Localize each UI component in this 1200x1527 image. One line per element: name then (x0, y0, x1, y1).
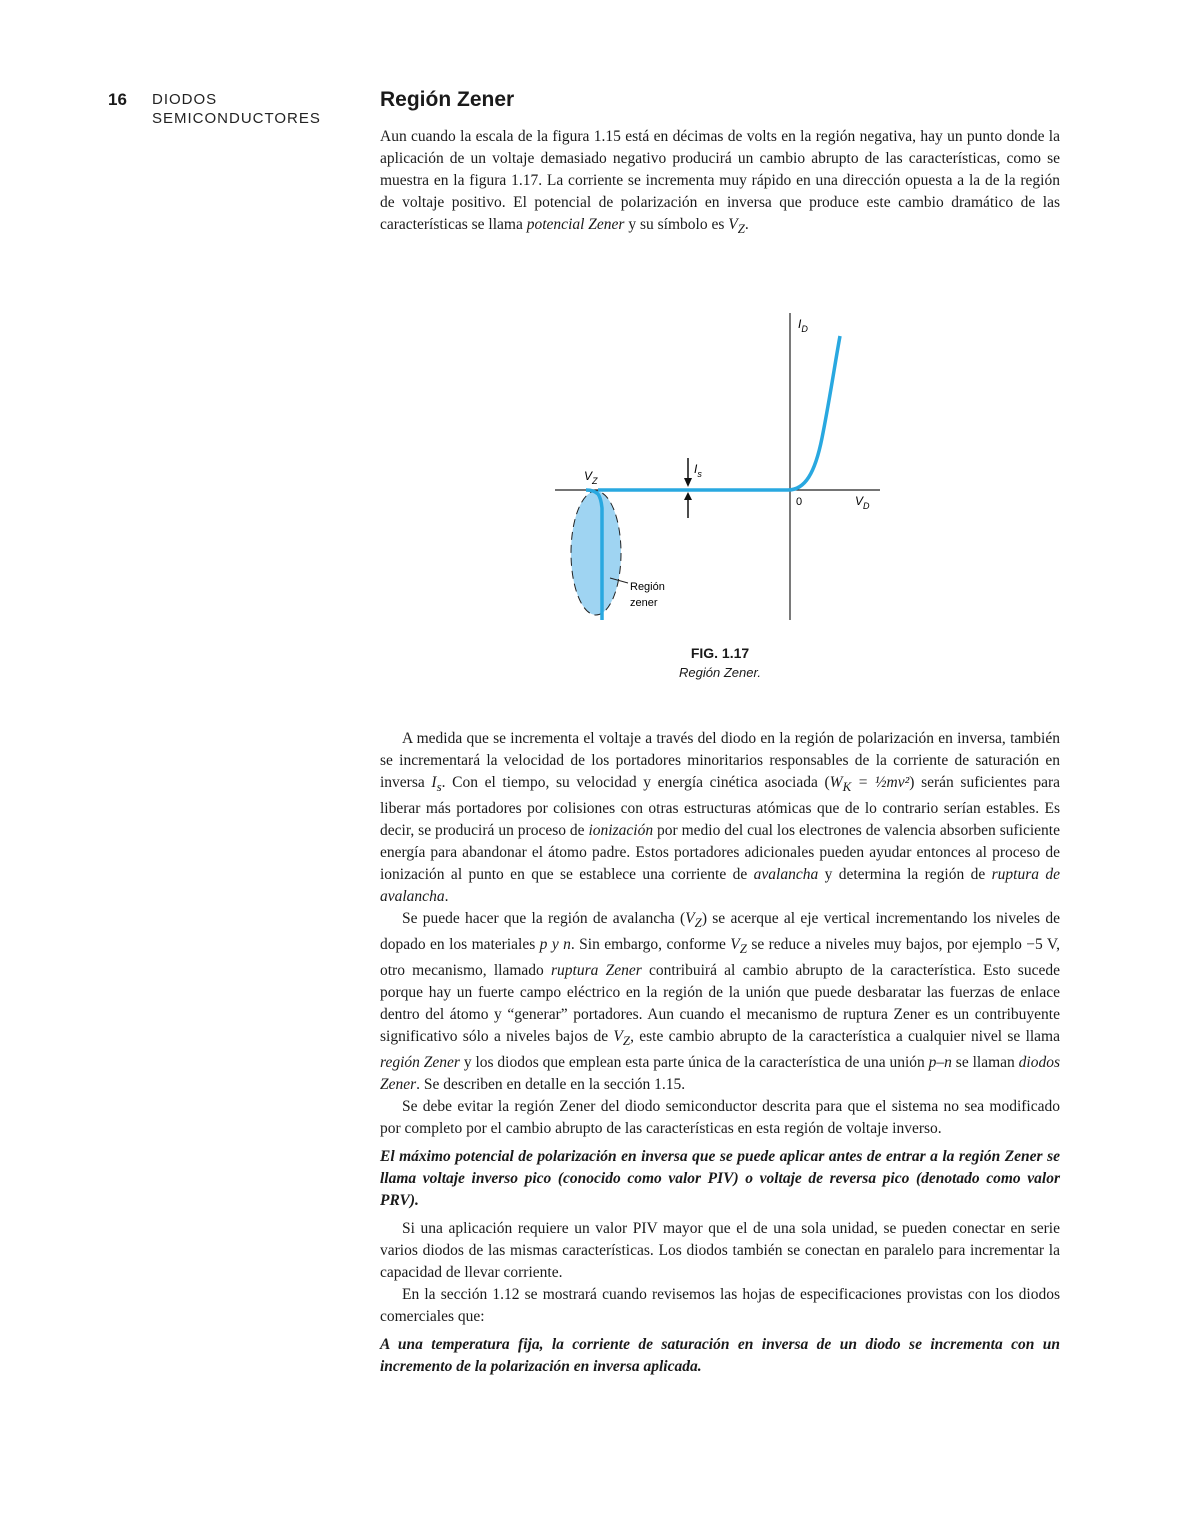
region-label-line2: zener (630, 597, 658, 609)
running-head (152, 90, 321, 128)
running-head-line2: SEMICONDUCTORES (152, 110, 321, 127)
section-title: Región Zener (380, 88, 515, 111)
symbol-vz: $V_Z$ (728, 216, 745, 237)
intro-text-3: . (744, 216, 749, 233)
intro-text-1: Aun cuando la escala de la figura 1.15 está en décimas de volts en la región negativa, hay un punto donde la aplicación de un voltaje demasiado negativo producirá un cambio abrupto de las características, como se muestra en la figura 1.17. La corriente se incrementa muy rápido en una dirección opuesta a la de la región de voltaje positivo. El potencial de polarización en inversa que produce este cambio dramático de las características se llama (380, 128, 1060, 233)
running-head-line1: DIODOS (152, 91, 218, 108)
figure-caption (560, 645, 880, 680)
paragraph-5: Si una aplicación requiere un valor PIV mayor que el de una sola unidad, se pueden conectar en serie varios diodos de las mismas características. Los diodos también se conectan en paralelo para incrementar la capacidad de llevar corriente. (380, 1220, 1060, 1282)
paragraph-4: Se debe evitar la región Zener del diodo semiconductor descrita para que el sistema no sea modificado por completo por el cambio abrupto de las características en esta región de voltaje inverso. (380, 1098, 1060, 1138)
figure-number: FIG. 1.17 (690, 645, 750, 661)
term-potencial-zener: potencial Zener (526, 216, 625, 233)
intro-paragraph (380, 126, 1060, 240)
paragraph-3: Se puede hacer que la región de avalancha $(V_Z)$ se acerque al eje vertical incrementando los niveles de dopado en los materiales p y n. Sin embargo, conforme $V_Z$ se reduce a niveles muy bajos, por ejemplo −5 V, otro mecanismo, llamado ruptura Zener contribuirá al cambio abrupto de la característica. Esto sucede porque hay un fuerte campo eléctrico en la región de la unión que puede desbaratar las fuerzas de enlace dentro del átomo y “generar” portadores. Aun cuando el mecanismo de ruptura Zener es un contribuyente significativo sólo a niveles bajos de $V_Z$, este cambio abrupto de la característica a cualquier nivel se llama región Zener y los diodos que emplean esta parte única de la característica de una unión p–n se llaman diodos Zener. Se describen en detalle en la sección 1.15. (380, 910, 1060, 1094)
zener-region-ellipse (571, 491, 621, 615)
label-vz: $V_Z$ (584, 469, 598, 486)
label-vd: $V_D$ (855, 494, 870, 511)
label-is: $I_s$ (694, 462, 702, 479)
characteristic-curve (598, 336, 840, 490)
emphasis-saturation: A una temperatura fija, la corriente de saturación en inversa de un diodo se incrementa con un incremento de la polarización en inversa aplicada. (380, 1336, 1060, 1376)
label-id: $I_D$ (798, 317, 808, 334)
is-arrow-bottom-head (684, 492, 692, 500)
is-arrow-top-head (684, 478, 692, 487)
intro-text-2: y su símbolo es (624, 216, 729, 233)
emphasis-piv: El máximo potencial de polarización en inversa que se puede aplicar antes de entrar a la región Zener se llama voltaje inverso pico (conocido como valor PIV) o voltaje de reversa pico (denotado como valor PRV). (380, 1148, 1060, 1210)
paragraph-6: En la sección 1.12 se mostrará cuando revisemos las hojas de especificaciones provistas con los diodos comerciales que: (380, 1286, 1060, 1326)
label-origin: 0 (796, 496, 803, 508)
zener-diagram (550, 308, 890, 638)
zener-figure (550, 308, 890, 638)
page-number: 16 (108, 90, 127, 109)
paragraph-2: A medida que se incrementa el voltaje a través del diodo en la región de polarización en inversa, también se incrementará la velocidad de los portadores minoritarios responsables de la corriente de saturación en inversa $I_s$. Con el tiempo, su velocidad y energía cinética asociada ($W_K$ = ½mv²) serán suficientes para liberar más portadores por colisiones con otras estructuras atómicas que de lo contrario serían estables. Es decir, se producirá un proceso de ionización por medio del cual los electrones de valencia absorben suficiente energía para abandonar el átomo padre. Estos portadores adicionales pueden ayudar entonces al proceso de ionización al punto en que se establece una corriente de avalancha y determina la región de ruptura de avalancha. (380, 730, 1061, 906)
region-label-line1: Región (630, 581, 665, 593)
figure-title: Región Zener. (679, 665, 761, 680)
body-text (380, 728, 1060, 1384)
